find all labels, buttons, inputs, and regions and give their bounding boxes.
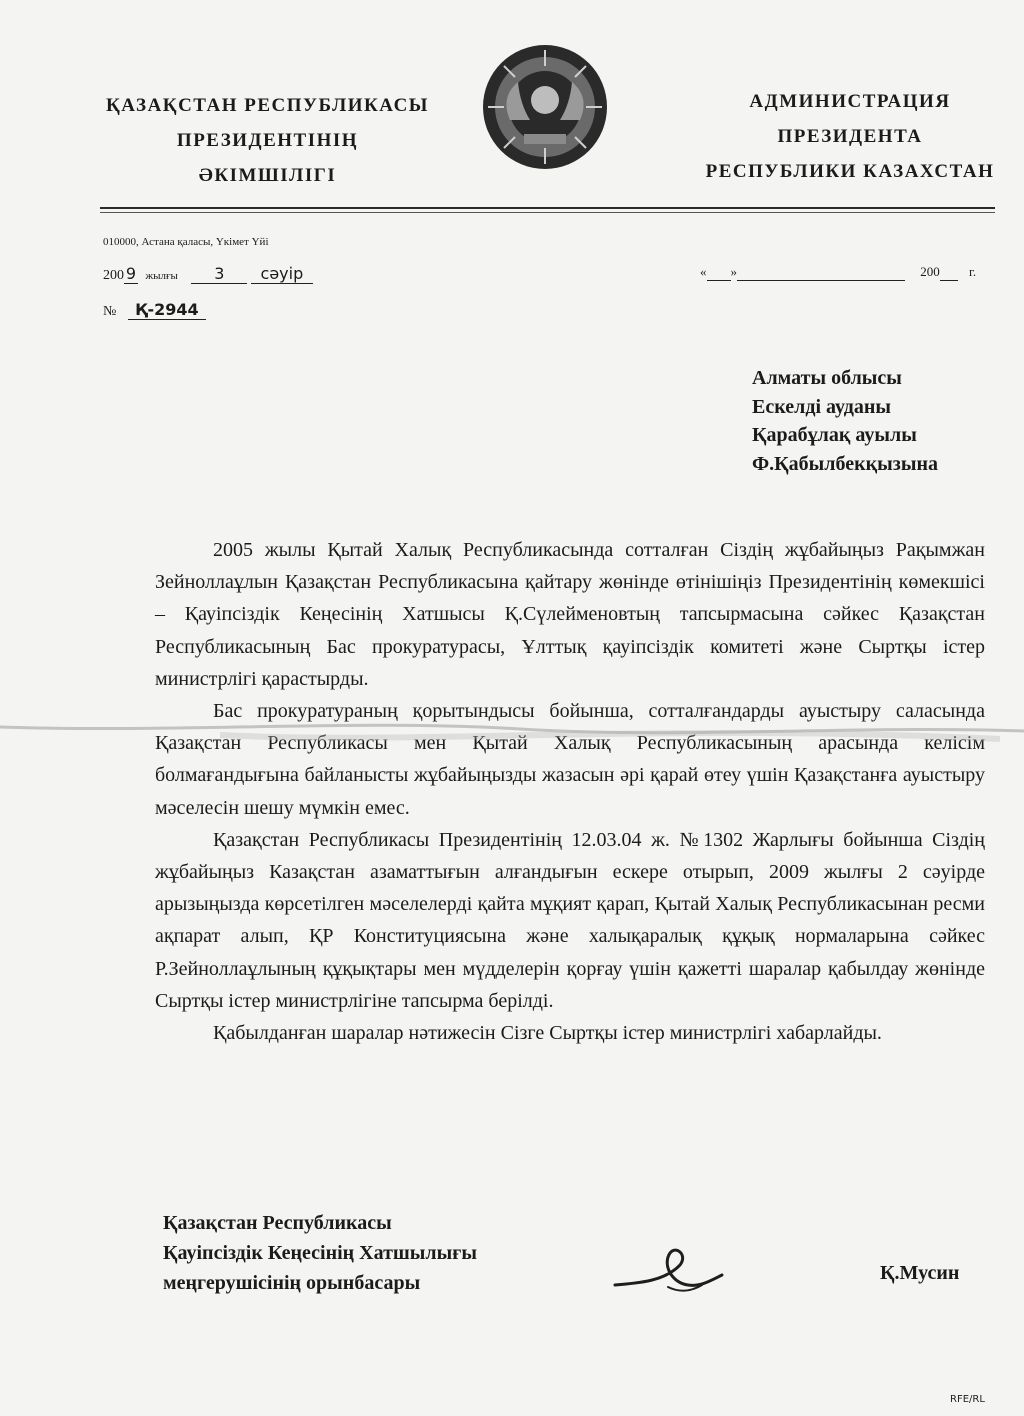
header-left-kazakh bbox=[100, 88, 435, 193]
recipient-line-2: Ескелді ауданы bbox=[752, 395, 891, 418]
date-close-quote: » bbox=[730, 264, 737, 279]
header-left-line-3: ӘКІМШІЛІГІ bbox=[198, 165, 337, 186]
state-emblem-icon bbox=[480, 42, 610, 172]
header-right-line-1: АДМИНИСТРАЦИЯ bbox=[749, 91, 951, 112]
year-prefix: 200 bbox=[103, 268, 124, 283]
header-divider-thin bbox=[100, 212, 995, 213]
signature-title-line-2: Қауіпсіздік Кеңесінің Хатшылығы bbox=[163, 1242, 477, 1264]
date-day: 3 bbox=[191, 264, 247, 284]
right-year-suffix: г. bbox=[969, 264, 977, 279]
date-open-quote: « bbox=[700, 264, 707, 279]
paper-crease bbox=[0, 705, 1024, 755]
year-digit: 9 bbox=[125, 264, 137, 283]
letter-body bbox=[155, 534, 985, 1049]
recipient-block bbox=[752, 364, 938, 478]
number-line bbox=[103, 300, 206, 320]
recipient-line-4: Ф.Қабылбекқызына bbox=[752, 452, 938, 475]
header-left-line-1: ҚАЗАҚСТАН РЕСПУБЛИКАСЫ bbox=[106, 95, 429, 116]
watermark: RFE/RL bbox=[950, 1394, 985, 1405]
body-paragraph-3: Қазақстан Республикасы Президентінің 12.03.04 ж. №1302 Жарлығы бойынша Сіздің жұбайыңыз Казақстан азаматтығын алғандығын ескере отырып, 2009 жылғы 2 сәуірде арызыңызда көрсетілген мәселелерді қайта мұқият қарап, Қытай Халық Республикасынан ресми ақпарат алып, ҚР Конституциясына және халықаралық құқық нормаларына сәйкес Р.Зейноллаұлының құқықтары мен мүдделерін қорғау үшін қажетті шаралар қабылдау жөнінде Сыртқы істер министрлігіне тапсырма берілді. bbox=[155, 828, 985, 1012]
signature-title-line-1: Қазақстан Республикасы bbox=[163, 1212, 392, 1234]
date-line bbox=[103, 264, 313, 284]
signature-title-line-3: меңгерушісінің орынбасары bbox=[163, 1272, 421, 1294]
date-month: сәуір bbox=[251, 264, 313, 284]
year-suffix: жылғы bbox=[145, 270, 178, 282]
body-paragraph-1: 2005 жылы Қытай Халық Республикасында сотталған Сіздің жұбайыңыз Рақымжан Зейноллаұлын Қазақстан Республикасына қайтару жөнінде өтінішіңіз Президентінің көмекшісі – Қауіпсіздік Кеңесінің Хатшысы Қ.Сүлейменовтың тапсырмасына сәйкес Қазақстан Республикасының Бас прокуратурасы, Ұлттық қауіпсіздік комитеті және Сыртқы істер министрлігі қарастырды. bbox=[155, 539, 985, 690]
body-paragraph-4: Қабылданған шаралар нәтижесін Сізге Сыртқы істер министрлігі хабарлайды. bbox=[213, 1022, 882, 1045]
date-line-right bbox=[700, 264, 976, 281]
header-left-line-2: ПРЕЗИДЕНТІНІҢ bbox=[176, 130, 359, 151]
number-prefix: № bbox=[103, 304, 117, 319]
header-divider bbox=[100, 207, 995, 209]
right-year: 200 bbox=[920, 264, 940, 279]
signatory-name: Қ.Мусин bbox=[880, 1262, 960, 1284]
body-paragraph-2: Бас прокуратураның қорытындысы бойынша, сотталғандарды ауыстыру саласында Қазақстан Республикасы мен Қытай Халық Республикасының арасында келісім болмағандығына байланысты жұбайыңызды жазасын әрі қарай өтеу үшін Қазақстанға ауыстыру мәселесін шешу мүмкін емес. bbox=[155, 700, 985, 819]
recipient-line-1: Алматы облысы bbox=[752, 367, 902, 389]
header-right-line-2: ПРЕЗИДЕНТА bbox=[777, 126, 923, 147]
recipient-line-3: Қарабұлақ ауылы bbox=[752, 424, 917, 446]
header-right-line-3: РЕСПУБЛИКИ КАЗАХСТАН bbox=[705, 161, 995, 182]
address: 010000, Астана қаласы, Үкімет Үйі bbox=[103, 236, 269, 248]
header-right-russian bbox=[690, 84, 1010, 189]
handwritten-signature bbox=[610, 1235, 730, 1305]
signature-title-block bbox=[163, 1208, 477, 1298]
document-number: Қ-2944 bbox=[128, 300, 206, 320]
